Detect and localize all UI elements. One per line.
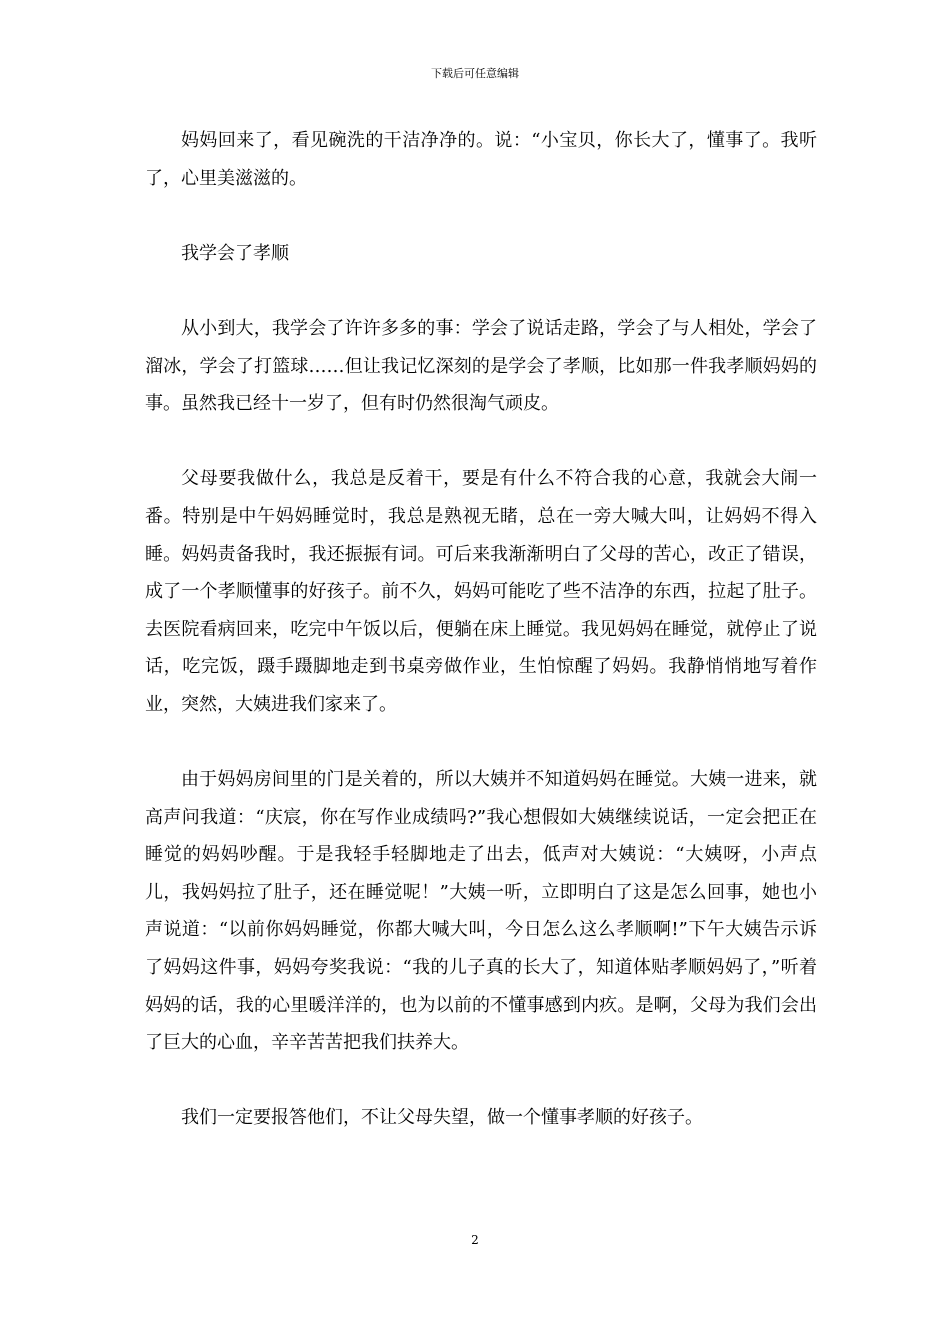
paragraph: 父母要我做什么，我总是反着干，要是有什么不符合我的心意，我就会大闹一番。特别是中午妈妈睡觉时，我总是熟视无睹，总在一旁大喊大叫，让妈妈不得入睡。妈妈责备我时，我还振振有词。可后来我渐渐明白了父母的苦心，改正了错误，成了一个孝顺懂事的好孩子。前不久，妈妈可能吃了些不洁净的东西，拉起了肚子。去医院看病回来，吃完中午饭以后，便躺在床上睡觉。我见妈妈在睡觉，就停止了说话，吃完饭，蹑手蹑脚地走到书桌旁做作业，生怕惊醒了妈妈。我静悄悄地写着作业，突然，大姨进我们家来了。 bbox=[145, 468, 817, 715]
paragraph: 从小到大，我学会了许许多多的事：学会了说话走路，学会了与人相处，学会了溜冰，学会了打篮球……但让我记忆深刻的是学会了孝顺，比如那一件我孝顺妈妈的事。虽然我已经十一岁了，但有时仍然很淘气顽皮。 bbox=[145, 317, 817, 415]
paragraph: 由于妈妈房间里的门是关着的，所以大姨并不知道妈妈在睡觉。大姨一进来，就高声问我道：“庆宸，你在写作业成绩吗?”我心想假如大姨继续说话，一定会把正在睡觉的妈妈吵醒。于是我轻手轻脚地走了出去，低声对大姨说：“大姨呀，小声点儿，我妈妈拉了肚子，还在睡觉呢！”大姨一听，立即明白了这是怎么回事，她也小声说道：“以前你妈妈睡觉，你都大喊大叫，今日怎么这么孝顺啊!”下午大姨告示诉了妈妈这件事，妈妈夸奖我说：“我的儿子真的长大了，知道体贴孝顺妈妈了，”听着妈妈的话，我的心里暖洋洋的，也为以前的不懂事感到内疚。是啊，父母为我们会出了巨大的心血，辛辛苦苦把我们扶养大。 bbox=[145, 769, 817, 1054]
section-title: 我学会了孝顺 bbox=[181, 242, 289, 264]
page-header: 下载后可任意编辑 bbox=[431, 67, 519, 80]
paragraph: 妈妈回来了，看见碗洗的干洁净净的。说：“小宝贝，你长大了，懂事了。我听了，心里美滋滋的。 bbox=[145, 130, 817, 189]
document-body bbox=[145, 122, 817, 1137]
paragraph: 我们一定要报答他们，不让父母失望，做一个懂事孝顺的好孩子。 bbox=[181, 1107, 703, 1129]
page-number: 2 bbox=[471, 1233, 479, 1247]
